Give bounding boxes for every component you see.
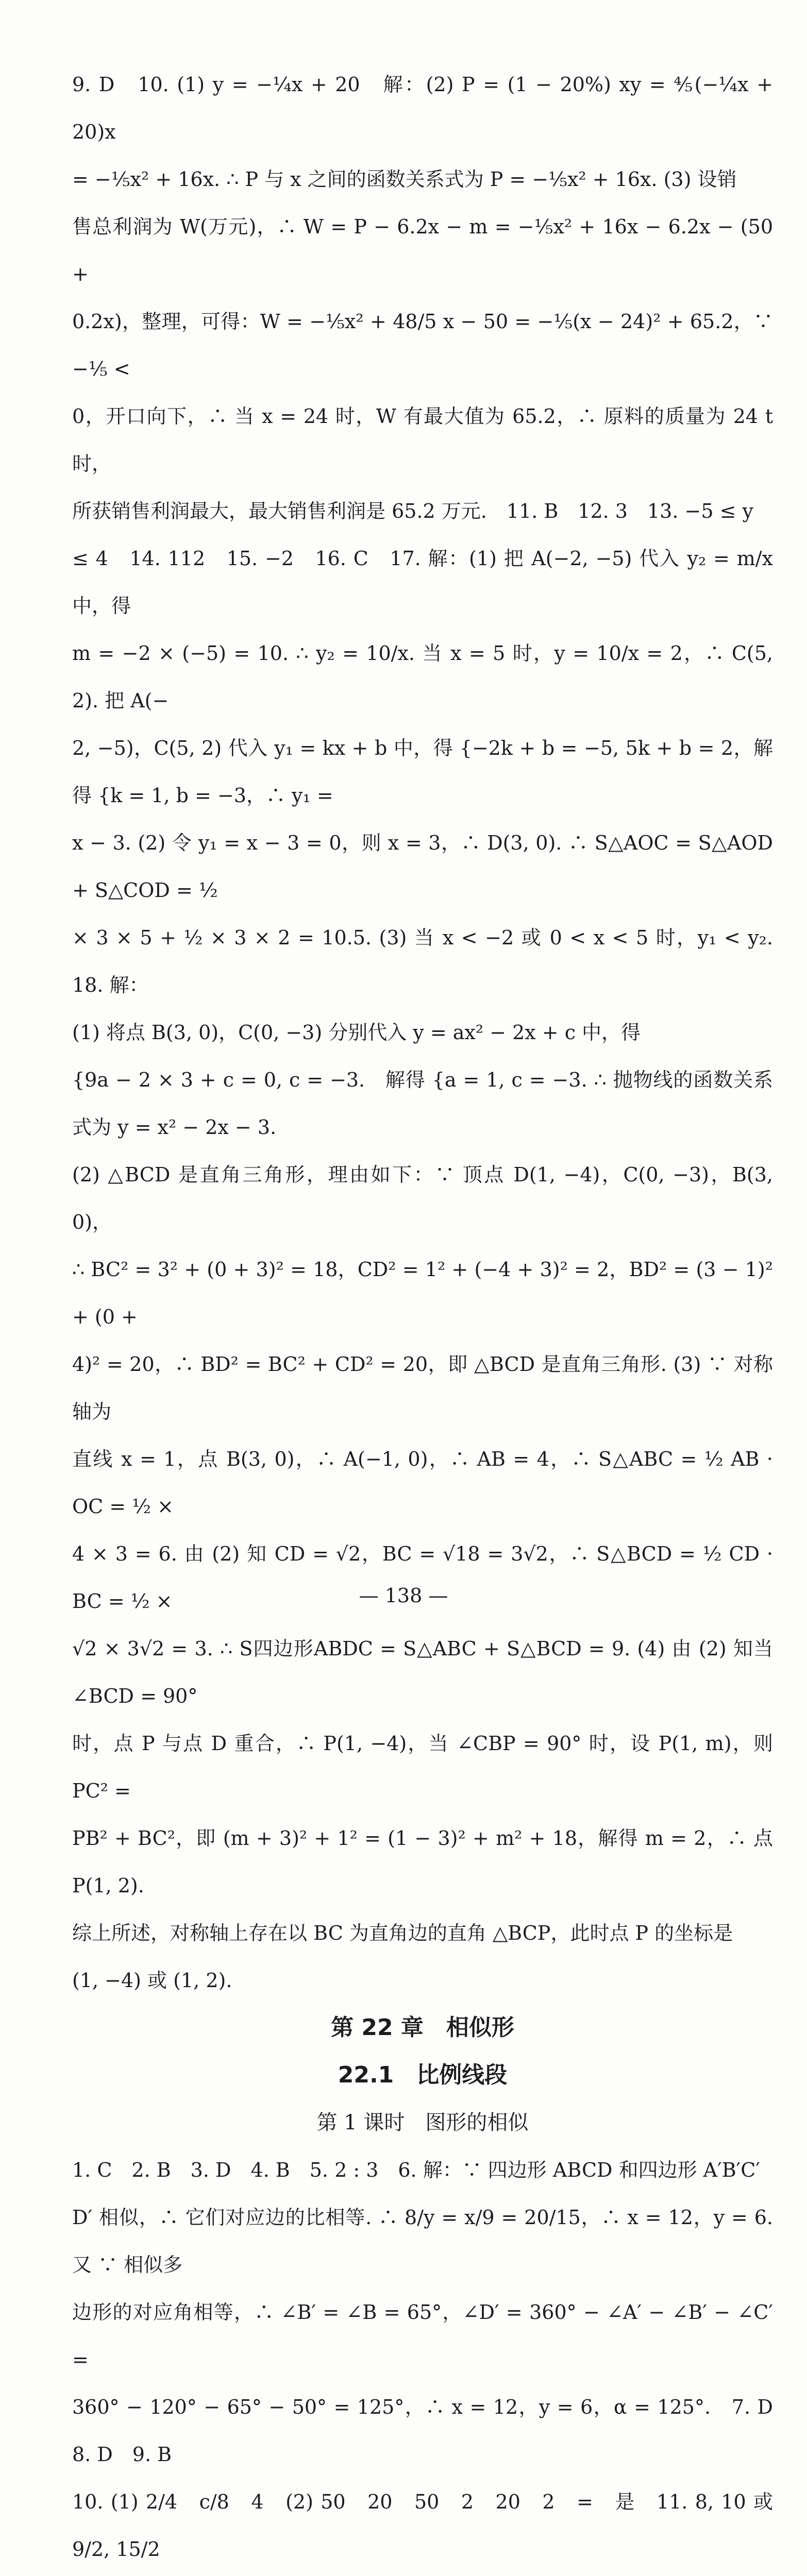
answer-line: 售总利润为 W(万元)，∴ W = P − 6.2x − m = −⅕x² + 16x − 6.2x − (50 + [72, 215, 773, 285]
answer-line: 4)² = 20，∴ BD² = BC² + CD² = 20，即 △BCD 是直角三角形. (3) ∵ 对称轴为 [72, 1353, 773, 1423]
chapter-title: 第 22 章 相似形 [331, 2014, 514, 2041]
answer-line: 1. C 2. B 3. D 4. B 5. 2 : 3 6. 解：∵ 四边形 ABCD 和四边形 A′B′C′ [72, 2159, 760, 2181]
answer-line: 360° − 120° − 65° − 50° = 125°，∴ x = 12，y = 6，α = 125°. 7. D 8. D 9. B [72, 2396, 793, 2466]
lesson-title: 第 1 课时 图形的相似 [316, 2111, 529, 2134]
answer-line: 0.2x)，整理，可得：W = −⅕x² + 48/5 x − 50 = −⅕(x − 24)² + 65.2，∵ −⅕ < [72, 310, 773, 380]
answer-line: 9. D 10. (1) y = −¼x + 20 解：(2) P = (1 − 20%) xy = ⅘(−¼x + 20)x [72, 73, 773, 143]
answer-line [72, 2573, 773, 2576]
answer-line: 所获销售利润最大，最大销售利润是 65.2 万元. 11. B 12. 3 13. −5 ≤ y [72, 500, 753, 522]
answer-line: (1) 将点 B(3, 0)，C(0, −3) 分别代入 y = ax² − 2x + c 中，得 [72, 1021, 641, 1044]
answer-line: 综上所述，对称轴上存在以 BC 为直角边的直角 △BCP，此时点 P 的坐标是 [72, 1922, 733, 1944]
section-title: 22.1 比例线段 [338, 2062, 508, 2088]
answer-line: PB² + BC²，即 (m + 3)² + 1² = (1 − 3)² + m² + 18，解得 m = 2，∴ 点 P(1, 2). [72, 1827, 773, 1897]
answer-line: {9a − 2 × 3 + c = 0, c = −3. 解得 {a = 1, c = −3. ∴ 抛物线的函数关系式为 y = x² − 2x − 3. [72, 1069, 773, 1139]
answer-line: 边形的对应角相等，∴ ∠B′ = ∠B = 65°，∠D′ = 360° − ∠A′ − ∠B′ − ∠C′ = [72, 2301, 773, 2371]
answer-line: (2) △BCD 是直角三角形，理由如下：∵ 顶点 D(1, −4)，C(0, −3)，B(3, 0)， [72, 1163, 773, 1233]
answer-line: 10. (1) 2/4 c/8 4 (2) 50 20 50 2 20 2 = 是 11. 8, 10 或 9/2, 15/2 [72, 2490, 773, 2561]
answer-line: 直线 x = 1，点 B(3, 0)，∴ A(−1, 0)，∴ AB = 4，∴ S△ABC = ½ AB · OC = ½ × [72, 1448, 773, 1518]
answer-line: × 3 × 5 + ½ × 3 × 2 = 10.5. (3) 当 x < −2 或 0 < x < 5 时，y₁ < y₂. 18. 解： [72, 926, 793, 996]
answer-line: 2, −5)，C(5, 2) 代入 y₁ = kx + b 中，得 {−2k + b = −5, 5k + b = 2，解得 {k = 1, b = −3，∴ y₁ = [72, 737, 773, 807]
answer-line: x − 3. (2) 令 y₁ = x − 3 = 0，则 x = 3，∴ D(3, 0). ∴ S△AOC = S△AOD + S△COD = ½ [72, 832, 773, 902]
answer-line: m = −2 × (−5) = 10. ∴ y₂ = 10/x. 当 x = 5 时，y = 10/x = 2，∴ C(5, 2). 把 A(− [72, 642, 773, 712]
answer-line: D′ 相似，∴ 它们对应边的比相等. ∴ 8/y = x/9 = 20/15，∴ x = 12，y = 6. 又 ∵ 相似多 [72, 2206, 773, 2276]
answer-line: = −⅕x² + 16x. ∴ P 与 x 之间的函数关系式为 P = −⅕x² + 16x. (3) 设销 [72, 168, 737, 191]
answer-line: ∴ BC² = 3² + (0 + 3)² = 18，CD² = 1² + (−4 + 3)² = 2，BD² = (3 − 1)² + (0 + [72, 1258, 773, 1328]
answer-line: 0，开口向下，∴ 当 x = 24 时，W 有最大值为 65.2，∴ 原料的质量为 24 t 时， [72, 405, 773, 475]
page-number: — 138 — [359, 1584, 448, 1607]
answer-line: ≤ 4 14. 112 15. −2 16. C 17. 解：(1) 把 A(−2, −5) 代入 y₂ = m/x 中，得 [72, 547, 773, 617]
answer-line: 时，点 P 与点 D 重合，∴ P(1, −4)，当 ∠CBP = 90° 时，设 P(1, m)，则 PC² = [72, 1732, 773, 1802]
answer-line: 4 × 3 = 6. 由 (2) 知 CD = √2，BC = √18 = 3√2，∴ S△BCD = ½ CD · BC = ½ × [72, 1543, 773, 1613]
answer-line: √2 × 3√2 = 3. ∴ S四边形ABDC = S△ABC + S△BCD = 9. (4) 由 (2) 知当 ∠BCD = 90° [72, 1637, 773, 1707]
answer-text [72, 61, 793, 2576]
answer-line: (1, −4) 或 (1, 2). [72, 1969, 232, 1992]
